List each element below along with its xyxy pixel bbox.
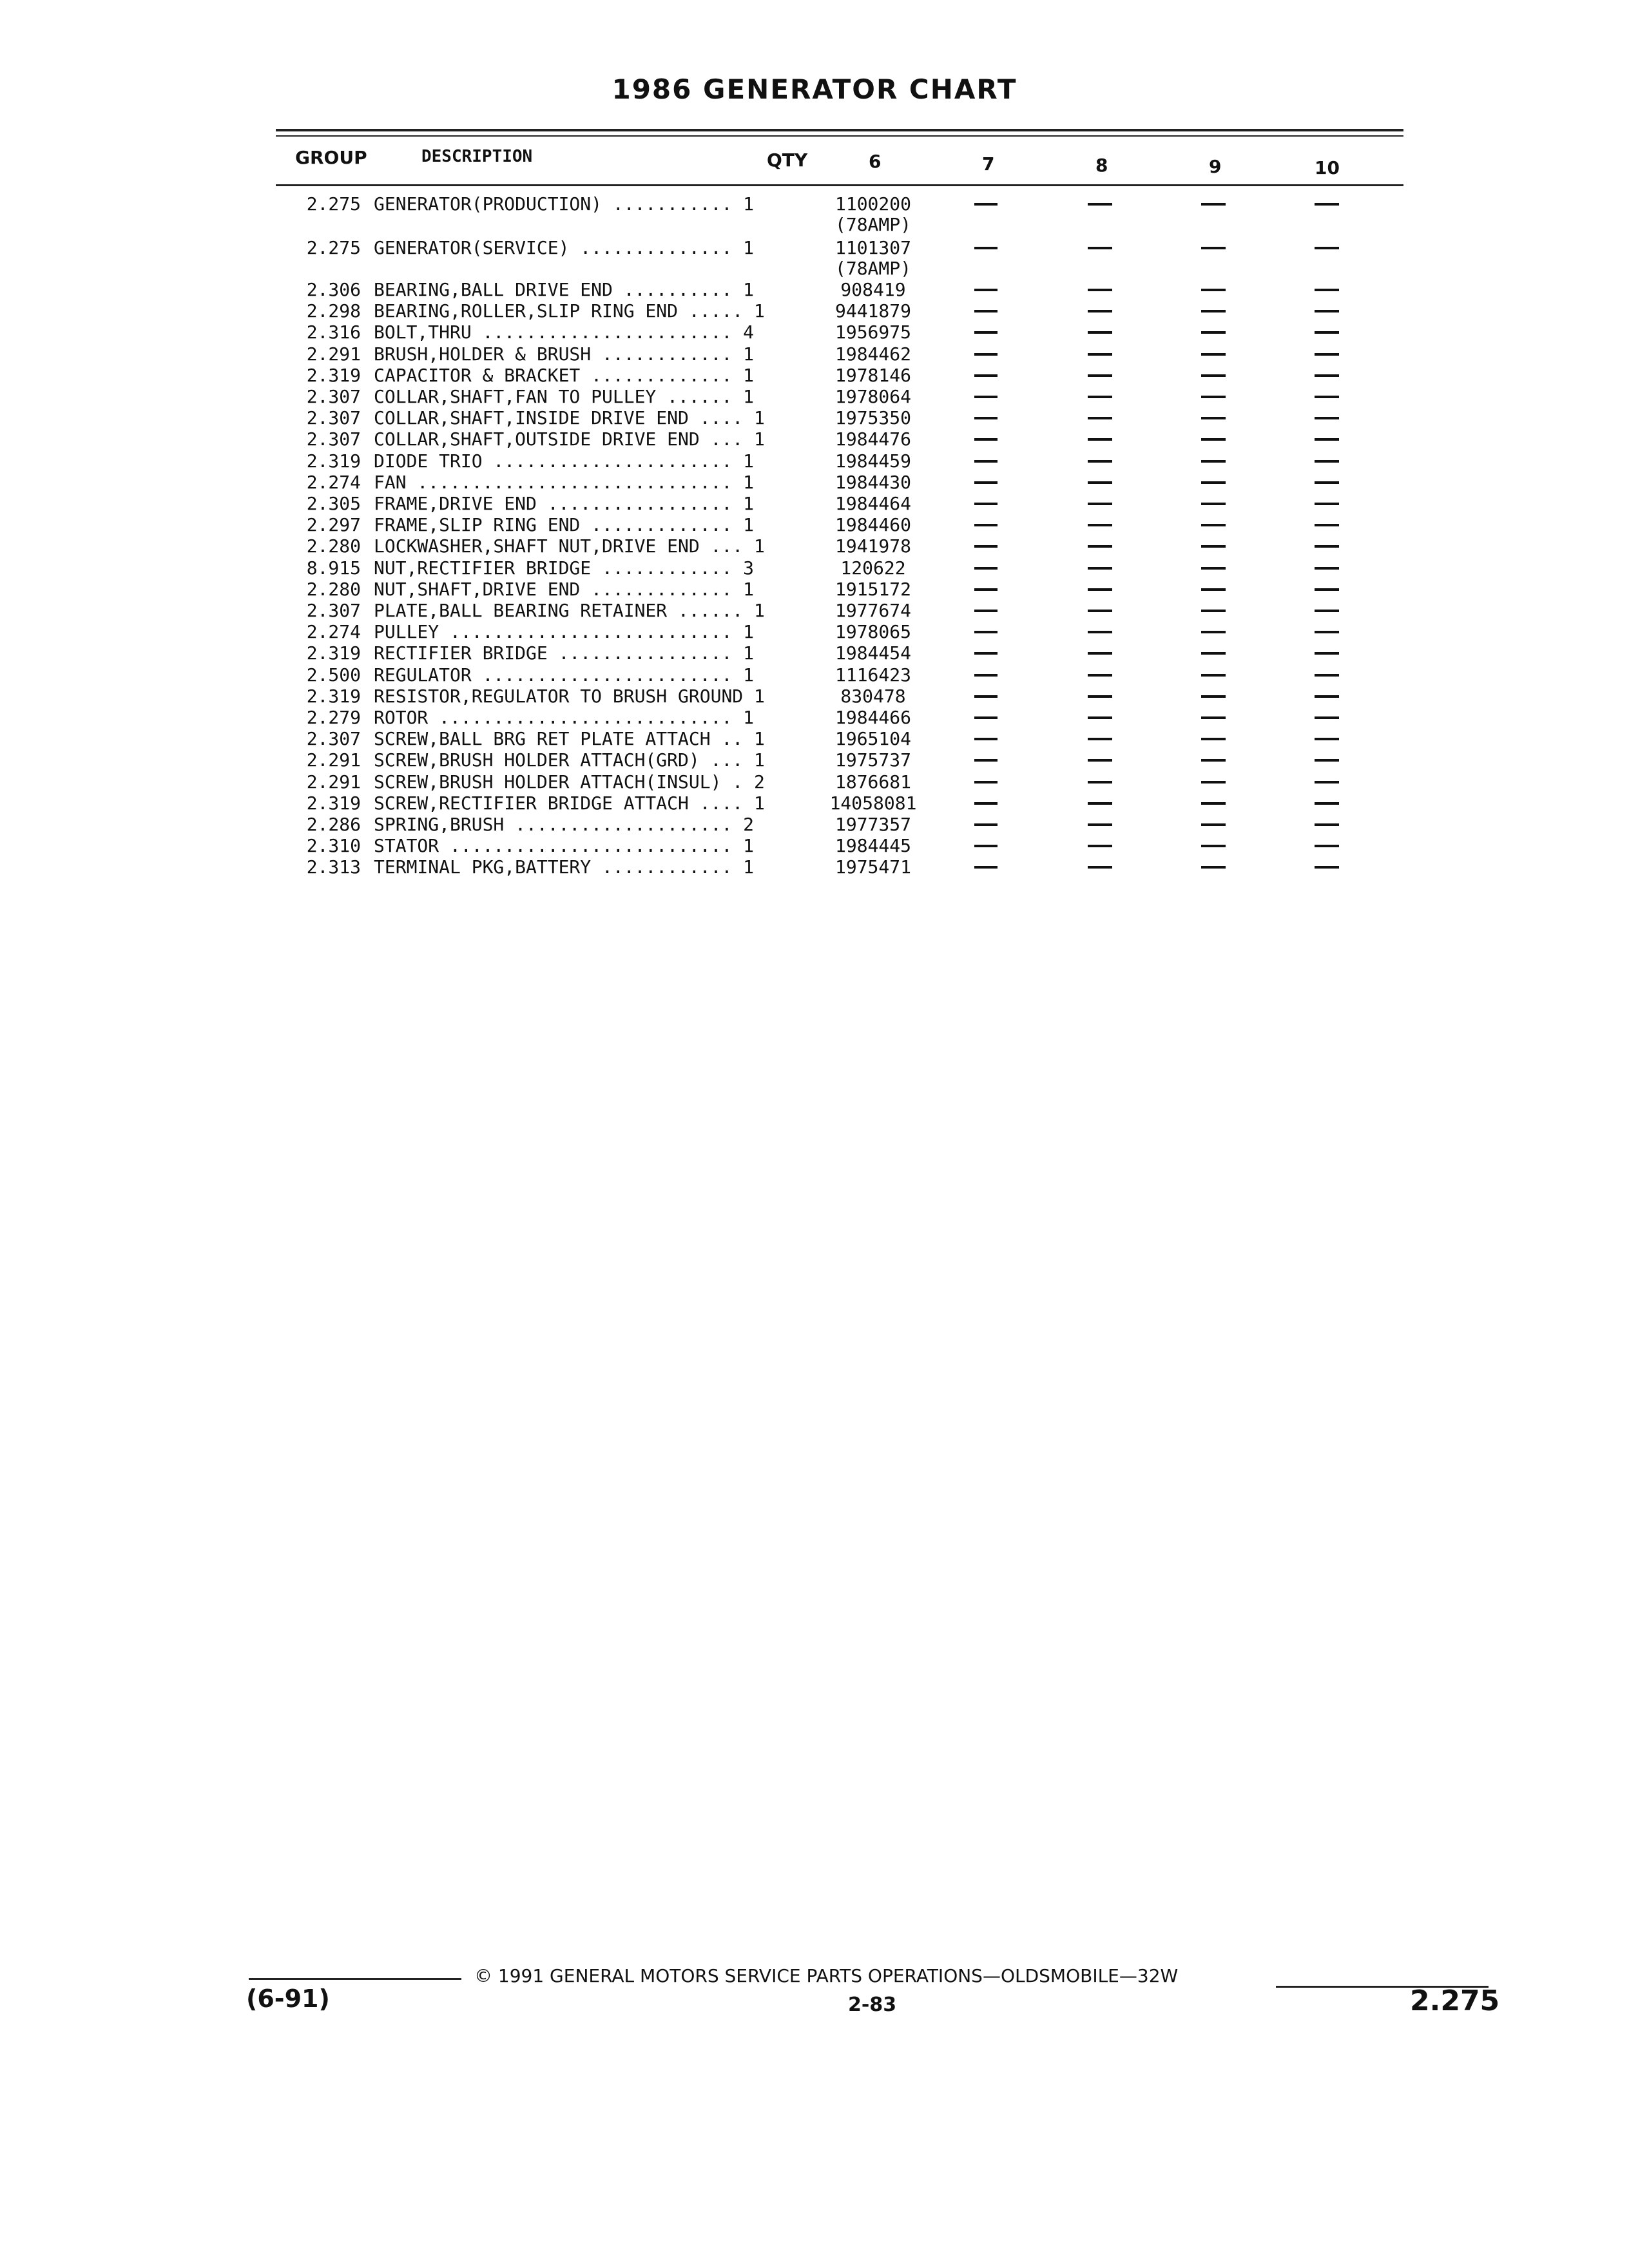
row-dash-mark (1201, 781, 1226, 783)
row-group: 2.307 (306, 386, 361, 407)
row-dash-mark (1088, 674, 1112, 677)
table-row (0, 322, 1629, 343)
row-dash-mark (974, 310, 998, 312)
row-dash-mark (1201, 310, 1226, 312)
table-row (0, 365, 1629, 387)
table-top-rule-thin (276, 135, 1403, 137)
row-description: SCREW,BRUSH HOLDER ATTACH(INSUL) . 2 (374, 771, 765, 793)
row-dash-mark (1088, 759, 1112, 762)
row-dash-mark (974, 588, 998, 591)
footer-date-code: (6-91) (246, 1984, 330, 2013)
header-qty: QTY (767, 149, 808, 171)
row-dash-mark (1088, 610, 1112, 612)
row-dash-mark (1201, 802, 1226, 805)
row-part-number: 1984459 (834, 450, 911, 472)
row-dash-mark (974, 652, 998, 655)
header-col-7: 7 (982, 153, 995, 175)
table-row (0, 814, 1629, 836)
row-dash-mark (1201, 845, 1226, 847)
row-dash-mark (1315, 374, 1339, 377)
row-description: SCREW,BRUSH HOLDER ATTACH(GRD) ... 1 (374, 749, 765, 771)
row-dash-mark (1315, 396, 1339, 398)
row-dash-mark (1088, 503, 1112, 505)
row-description: SCREW,RECTIFIER BRIDGE ATTACH .... 1 (374, 792, 765, 814)
row-dash-mark (1315, 781, 1339, 783)
row-dash-mark (1315, 310, 1339, 312)
row-dash-mark (1088, 695, 1112, 698)
table-row (0, 579, 1629, 601)
row-part-number: 1116423 (834, 664, 911, 686)
row-dash-mark (1315, 203, 1339, 206)
row-description: LOCKWASHER,SHAFT NUT,DRIVE END ... 1 (374, 535, 765, 557)
table-row (0, 535, 1629, 557)
row-description: ROTOR ........................... 1 (374, 707, 755, 728)
row-description: COLLAR,SHAFT,FAN TO PULLEY ...... 1 (374, 386, 755, 407)
header-col-8: 8 (1095, 155, 1108, 176)
row-group: 2.313 (306, 856, 361, 878)
row-part-number: 1977357 (834, 814, 911, 835)
row-dash-mark (974, 460, 998, 463)
row-dash-mark (1201, 567, 1226, 570)
row-dash-mark (974, 203, 998, 206)
row-dash-mark (1201, 652, 1226, 655)
row-dash-mark (974, 695, 998, 698)
row-dash-mark (1201, 417, 1226, 419)
row-dash-mark (1201, 503, 1226, 505)
row-description: FRAME,SLIP RING END ............. 1 (374, 514, 755, 536)
table-row (0, 557, 1629, 579)
table-row (0, 793, 1629, 814)
table-row (0, 428, 1629, 450)
table-row (0, 642, 1629, 664)
row-dash-mark (1201, 759, 1226, 762)
row-dash-mark (974, 738, 998, 740)
row-part-number: 830478 (840, 685, 906, 707)
row-dash-mark (974, 610, 998, 612)
row-dash-mark (974, 524, 998, 526)
row-part-number: 120622 (840, 557, 906, 579)
row-part-number: 1978065 (834, 621, 911, 643)
row-group: 2.280 (306, 578, 361, 600)
row-dash-mark (974, 845, 998, 847)
row-dash-mark (974, 545, 998, 548)
row-dash-mark (974, 481, 998, 484)
row-dash-mark (1315, 738, 1339, 740)
row-part-number: 1101307 (834, 237, 911, 258)
row-description: BOLT,THRU ....................... 4 (374, 322, 755, 343)
row-group: 2.316 (306, 322, 361, 343)
row-dash-mark (1201, 610, 1226, 612)
table-row (0, 707, 1629, 729)
row-dash-mark (1088, 417, 1112, 419)
row-group: 2.306 (306, 279, 361, 300)
row-part-number: 1978064 (834, 386, 911, 407)
row-dash-mark (974, 567, 998, 570)
row-dash-mark (1088, 460, 1112, 463)
row-dash-mark (1088, 738, 1112, 740)
row-description: FAN ............................. 1 (374, 471, 755, 493)
row-dash-mark (1315, 866, 1339, 869)
row-part-note: (78AMP) (834, 258, 911, 279)
row-dash-mark (1088, 247, 1112, 249)
row-part-number: 1984430 (834, 471, 911, 493)
row-part-number: 908419 (840, 279, 906, 300)
row-part-number: 1977674 (834, 600, 911, 621)
row-dash-mark (1201, 631, 1226, 633)
row-part-number: 1984460 (834, 514, 911, 536)
row-dash-mark (1088, 823, 1112, 826)
row-group: 2.275 (306, 193, 361, 215)
row-group: 2.319 (306, 792, 361, 814)
row-description: RECTIFIER BRIDGE ................ 1 (374, 642, 755, 664)
row-dash-mark (1088, 396, 1112, 398)
row-group: 2.319 (306, 450, 361, 472)
footer-rule-left (249, 1978, 461, 1980)
row-part-number: 1100200 (834, 193, 911, 215)
row-description: COLLAR,SHAFT,INSIDE DRIVE END .... 1 (374, 407, 765, 429)
row-group: 2.319 (306, 364, 361, 386)
row-dash-mark (974, 374, 998, 377)
row-dash-mark (974, 396, 998, 398)
row-dash-mark (1315, 652, 1339, 655)
row-dash-mark (1201, 374, 1226, 377)
row-dash-mark (1315, 823, 1339, 826)
row-dash-mark (974, 866, 998, 869)
table-top-rule (276, 129, 1403, 131)
row-dash-mark (1201, 481, 1226, 484)
row-group: 2.307 (306, 600, 361, 621)
row-dash-mark (1315, 481, 1339, 484)
row-dash-mark (1088, 481, 1112, 484)
row-dash-mark (974, 417, 998, 419)
row-part-note: (78AMP) (834, 214, 911, 235)
table-row (0, 856, 1629, 878)
row-group: 2.279 (306, 707, 361, 728)
table-row (0, 621, 1629, 643)
row-dash-mark (1315, 716, 1339, 719)
row-dash-mark (974, 781, 998, 783)
row-part-number: 1876681 (834, 771, 911, 793)
row-dash-mark (1201, 716, 1226, 719)
row-dash-mark (1201, 247, 1226, 249)
row-dash-mark (974, 503, 998, 505)
row-description: COLLAR,SHAFT,OUTSIDE DRIVE END ... 1 (374, 428, 765, 450)
row-dash-mark (974, 331, 998, 334)
row-dash-mark (1088, 588, 1112, 591)
row-part-number: 1941978 (834, 535, 911, 557)
row-part-number: 1984462 (834, 343, 911, 365)
row-description: PLATE,BALL BEARING RETAINER ...... 1 (374, 600, 765, 621)
row-dash-mark (1315, 289, 1339, 291)
footer-section-number: 2.275 (1410, 1984, 1500, 2017)
row-dash-mark (974, 674, 998, 677)
row-dash-mark (1315, 524, 1339, 526)
row-group: 2.500 (306, 664, 361, 686)
row-dash-mark (1088, 374, 1112, 377)
row-dash-mark (1201, 823, 1226, 826)
row-dash-mark (1088, 716, 1112, 719)
header-group: GROUP (295, 147, 367, 168)
table-row (0, 749, 1629, 771)
row-dash-mark (1315, 460, 1339, 463)
table-row (0, 343, 1629, 365)
footer-page-number: 2-83 (848, 1994, 897, 2016)
row-dash-mark (974, 247, 998, 249)
row-dash-mark (974, 802, 998, 805)
row-dash-mark (1201, 738, 1226, 740)
row-description: NUT,RECTIFIER BRIDGE ............ 3 (374, 557, 755, 579)
row-dash-mark (974, 759, 998, 762)
row-description: REGULATOR ....................... 1 (374, 664, 755, 686)
header-col-9: 9 (1209, 156, 1222, 177)
row-dash-mark (1088, 802, 1112, 805)
row-dash-mark (974, 289, 998, 291)
table-row (0, 664, 1629, 686)
row-dash-mark (1088, 545, 1112, 548)
row-dash-mark (1201, 545, 1226, 548)
row-dash-mark (974, 353, 998, 356)
row-description: GENERATOR(PRODUCTION) ........... 1 (374, 193, 755, 215)
table-row (0, 493, 1629, 515)
row-dash-mark (1315, 545, 1339, 548)
row-dash-mark (1201, 460, 1226, 463)
row-dash-mark (1315, 567, 1339, 570)
table-row (0, 686, 1629, 707)
row-part-number: 14058081 (829, 792, 917, 814)
row-part-number: 1984466 (834, 707, 911, 728)
row-group: 2.274 (306, 621, 361, 643)
row-part-number: 1984445 (834, 835, 911, 857)
row-dash-mark (1088, 289, 1112, 291)
row-group: 2.319 (306, 642, 361, 664)
row-description: DIODE TRIO ...................... 1 (374, 450, 755, 472)
table-row (0, 279, 1629, 301)
row-group: 2.298 (306, 300, 361, 322)
table-row (0, 728, 1629, 750)
row-dash-mark (1088, 845, 1112, 847)
row-dash-mark (1315, 802, 1339, 805)
table-row (0, 835, 1629, 857)
row-description: SPRING,BRUSH .................... 2 (374, 814, 755, 835)
table-row (0, 450, 1629, 472)
row-description: BEARING,ROLLER,SLIP RING END ..... 1 (374, 300, 765, 322)
row-dash-mark (974, 438, 998, 441)
row-dash-mark (974, 823, 998, 826)
row-description: CAPACITOR & BRACKET ............. 1 (374, 364, 755, 386)
table-row (0, 514, 1629, 536)
row-group: 2.319 (306, 685, 361, 707)
page-title: 1986 GENERATOR CHART (612, 73, 1017, 105)
row-part-number: 1978146 (834, 364, 911, 386)
row-dash-mark (1088, 353, 1112, 356)
row-dash-mark (974, 631, 998, 633)
table-row (0, 472, 1629, 494)
row-group: 2.291 (306, 771, 361, 793)
row-dash-mark (1315, 610, 1339, 612)
row-group: 2.274 (306, 471, 361, 493)
row-dash-mark (1088, 631, 1112, 633)
table-row (0, 386, 1629, 408)
row-dash-mark (974, 716, 998, 719)
row-group: 2.280 (306, 535, 361, 557)
row-group: 2.307 (306, 728, 361, 750)
row-dash-mark (1088, 781, 1112, 783)
table-row (0, 407, 1629, 429)
row-description: STATOR .......................... 1 (374, 835, 755, 857)
row-description: FRAME,DRIVE END ................. 1 (374, 493, 755, 514)
row-part-number: 1975471 (834, 856, 911, 878)
row-group: 2.307 (306, 407, 361, 429)
row-group: 2.307 (306, 428, 361, 450)
row-dash-mark (1201, 866, 1226, 869)
row-description: TERMINAL PKG,BATTERY ............ 1 (374, 856, 755, 878)
row-dash-mark (1315, 503, 1339, 505)
table-row (0, 193, 1629, 235)
row-dash-mark (1088, 203, 1112, 206)
header-col-10: 10 (1315, 157, 1340, 178)
table-row (0, 237, 1629, 279)
row-dash-mark (1088, 567, 1112, 570)
row-dash-mark (1315, 417, 1339, 419)
row-part-number: 1975350 (834, 407, 911, 429)
row-dash-mark (1315, 353, 1339, 356)
row-dash-mark (1088, 652, 1112, 655)
row-description: BEARING,BALL DRIVE END .......... 1 (374, 279, 755, 300)
row-part-number: 1915172 (834, 578, 911, 600)
row-dash-mark (1315, 331, 1339, 334)
row-group: 2.291 (306, 749, 361, 771)
row-description: BRUSH,HOLDER & BRUSH ............ 1 (374, 343, 755, 365)
row-dash-mark (1088, 331, 1112, 334)
row-description: SCREW,BALL BRG RET PLATE ATTACH .. 1 (374, 728, 765, 750)
row-dash-mark (1201, 674, 1226, 677)
row-part-number: 1984476 (834, 428, 911, 450)
row-group: 2.297 (306, 514, 361, 536)
table-row (0, 771, 1629, 793)
header-col-6: 6 (869, 151, 882, 172)
row-group: 8.915 (306, 557, 361, 579)
row-dash-mark (1201, 438, 1226, 441)
row-part-number: 1984454 (834, 642, 911, 664)
row-dash-mark (1315, 759, 1339, 762)
row-part-number: 1965104 (834, 728, 911, 750)
row-dash-mark (1088, 438, 1112, 441)
row-dash-mark (1201, 203, 1226, 206)
row-part-number: 1956975 (834, 322, 911, 343)
row-dash-mark (1088, 310, 1112, 312)
row-dash-mark (1201, 695, 1226, 698)
row-description: GENERATOR(SERVICE) .............. 1 (374, 237, 755, 258)
row-dash-mark (1201, 588, 1226, 591)
row-dash-mark (1201, 396, 1226, 398)
row-dash-mark (1201, 353, 1226, 356)
row-dash-mark (1201, 331, 1226, 334)
row-group: 2.291 (306, 343, 361, 365)
row-dash-mark (1201, 289, 1226, 291)
row-part-number: 1984464 (834, 493, 911, 514)
row-description: NUT,SHAFT,DRIVE END ............. 1 (374, 578, 755, 600)
table-row (0, 600, 1629, 622)
row-dash-mark (1315, 674, 1339, 677)
row-description: RESISTOR,REGULATOR TO BRUSH GROUND 1 (374, 685, 765, 707)
row-dash-mark (1315, 247, 1339, 249)
row-dash-mark (1088, 524, 1112, 526)
row-dash-mark (1315, 695, 1339, 698)
row-description: PULLEY .......................... 1 (374, 621, 755, 643)
row-dash-mark (1315, 438, 1339, 441)
row-dash-mark (1315, 631, 1339, 633)
table-header-rule (276, 184, 1403, 186)
row-dash-mark (1201, 524, 1226, 526)
row-part-number: 9441879 (834, 300, 911, 322)
row-dash-mark (1315, 588, 1339, 591)
row-dash-mark (1088, 866, 1112, 869)
header-description: DESCRIPTION (421, 147, 533, 166)
row-dash-mark (1315, 845, 1339, 847)
footer-copyright: © 1991 GENERAL MOTORS SERVICE PARTS OPERATIONS—OLDSMOBILE—32W (474, 1965, 1179, 1986)
row-part-number: 1975737 (834, 749, 911, 771)
row-group: 2.275 (306, 237, 361, 258)
row-group: 2.286 (306, 814, 361, 835)
row-group: 2.305 (306, 493, 361, 514)
table-row (0, 300, 1629, 322)
row-group: 2.310 (306, 835, 361, 857)
